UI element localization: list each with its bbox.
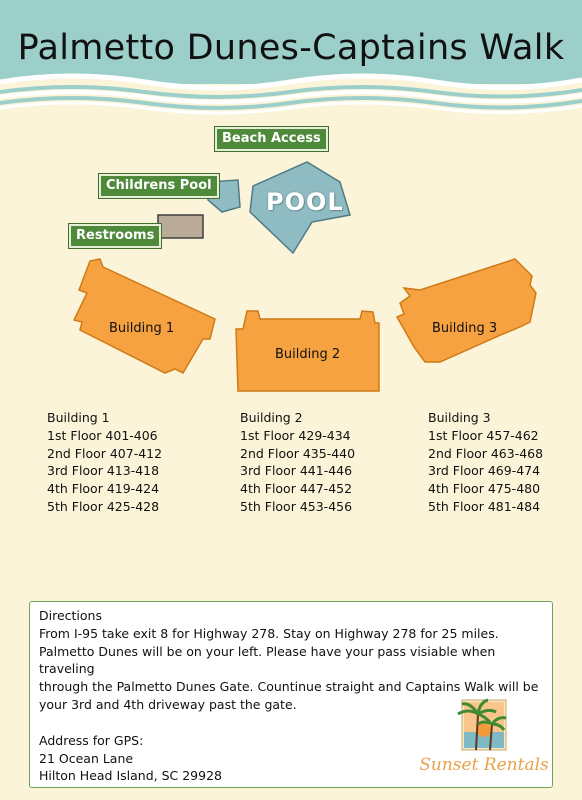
- directions-text: From I-95 take exit 8 for Highway 278. Stay on Highway 278 for 25 miles. Palmetto Dunes will be on your left. Please have your pass visiable when traveling through the Palmetto Dunes Gate. Countinue straight and Captains Walk will be your 3rd and 4th driveway past the gate.: [39, 625, 539, 712]
- building-1-floors: [47, 409, 162, 516]
- building-2-label: Building 2: [275, 347, 341, 362]
- floor-line: 3rd Floor 469-474: [428, 463, 541, 479]
- floor-line: 3rd Floor 413-418: [47, 463, 160, 479]
- floors-title: Building 2: [240, 410, 303, 425]
- address-line-2: Hilton Head Island, SC 29928: [39, 768, 222, 784]
- restrooms-shape: [158, 215, 203, 238]
- floor-line: 1st Floor 457-462: [428, 427, 539, 443]
- floor-line: 1st Floor 401-406: [47, 427, 158, 443]
- floor-line: 3rd Floor 441-446: [240, 463, 353, 479]
- childrens-pool-label: Childrens Pool: [99, 174, 219, 198]
- page-title: Palmetto Dunes-Captains Walk: [17, 28, 565, 68]
- floor-line: 5th Floor 453-456: [240, 498, 353, 514]
- building-3-floors: [428, 409, 543, 516]
- floor-line: 2nd Floor 435-440: [240, 445, 356, 461]
- building-1-shape: [74, 259, 215, 373]
- sunset-rentals-logo-text: Sunset Rentals: [419, 755, 549, 775]
- floor-line: 2nd Floor 463-468: [428, 445, 544, 461]
- floor-line: 5th Floor 481-484: [428, 498, 541, 514]
- pool-label: POOL: [266, 188, 344, 216]
- building-2-floors: [240, 409, 355, 516]
- floors-title: Building 1: [47, 410, 110, 425]
- restrooms-label: Restrooms: [69, 224, 161, 248]
- address-line-1: 21 Ocean Lane: [39, 750, 134, 766]
- floor-line: 4th Floor 447-452: [240, 481, 353, 497]
- floor-line: 4th Floor 475-480: [428, 481, 541, 497]
- floors-title: Building 3: [428, 410, 491, 425]
- floor-line: 2nd Floor 407-412: [47, 445, 163, 461]
- building-1-label: Building 1: [109, 321, 175, 336]
- floor-line: 4th Floor 419-424: [47, 481, 160, 497]
- directions-heading: Directions: [39, 608, 102, 623]
- floor-line: 1st Floor 429-434: [240, 427, 351, 443]
- address-heading: Address for GPS:: [39, 732, 144, 748]
- floor-line: 5th Floor 425-428: [47, 498, 160, 514]
- building-3-label: Building 3: [432, 321, 498, 336]
- beach-access-label: Beach Access: [215, 127, 328, 151]
- building-3-shape: [397, 259, 536, 362]
